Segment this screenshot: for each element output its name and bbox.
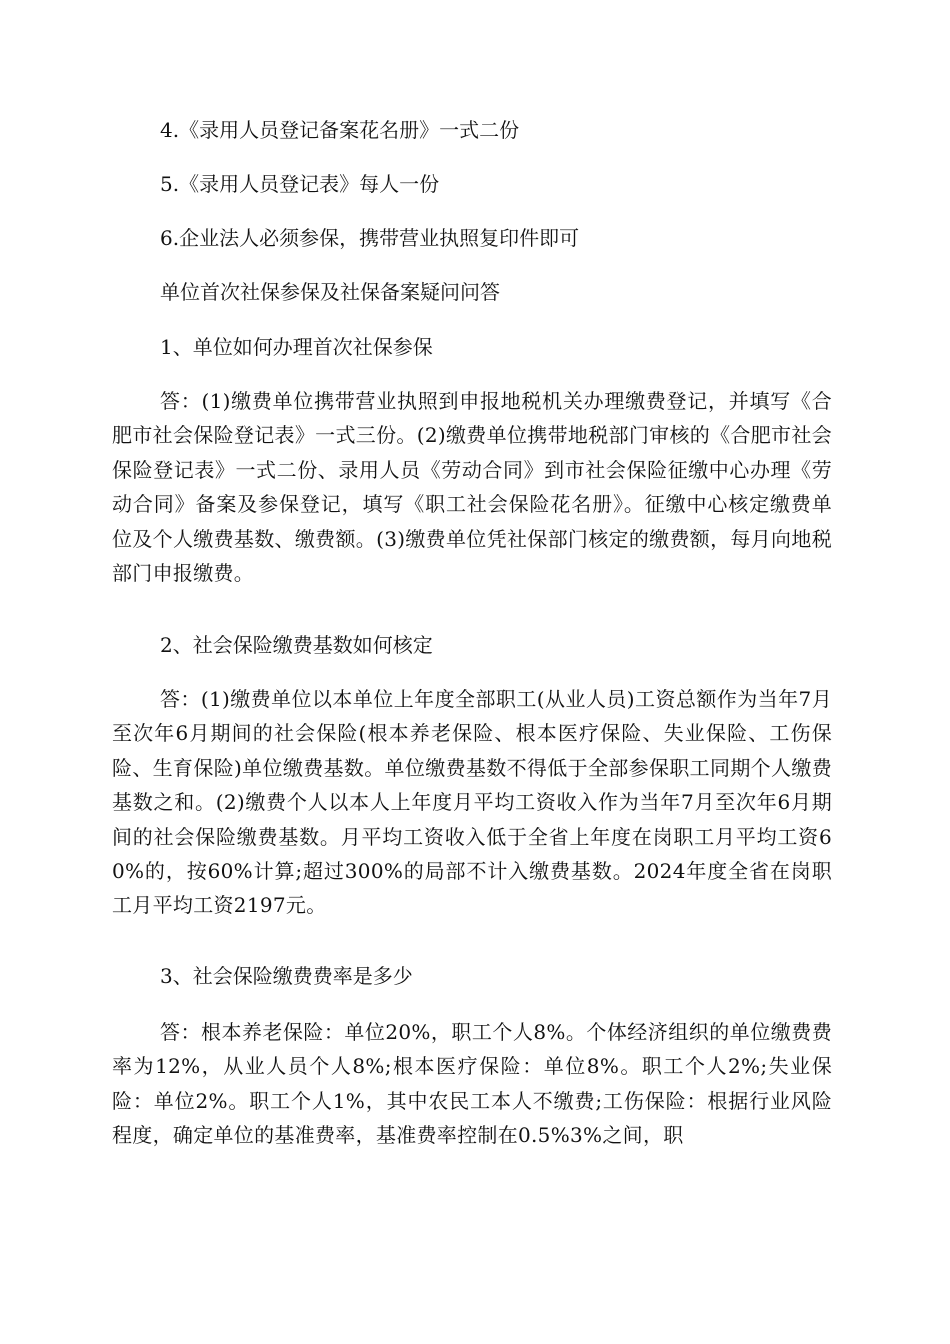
list-item: 4.《录用人员登记备案花名册》一式二份 (160, 118, 520, 142)
list-item: 5.《录用人员登记表》每人一份 (160, 172, 440, 196)
question-heading: 2、社会保险缴费基数如何核定 (160, 633, 433, 657)
question-heading: 3、社会保险缴费费率是多少 (160, 964, 413, 988)
section-title: 单位首次社保参保及社保备案疑问问答 (160, 280, 500, 304)
answer-paragraph: 答：(1)缴费单位携带营业执照到申报地税机关办理缴费登记，并填写《合肥市社会保险登记表》一式三份。(2)缴费单位携带地税部门审核的《合肥市社会保险登记表》一式二份、录用人员《劳动合同》到市社会保险征缴中心办理《劳动合同》备案及参保登记，填写《职工社会保险花名册》。征缴中心核定缴费单位及个人缴费基数、缴费额。(3)缴费单位凭社保部门核定的缴费额，每月向地税部门申报缴费。 (112, 389, 832, 586)
answer-paragraph: 答：(1)缴费单位以本单位上年度全部职工(从业人员)工资总额作为当年7月至次年6月期间的社会保险(根本养老保险、根本医疗保险、失业保险、工伤保险、生育保险)单位缴费基数。单位缴费基数不得低于全部参保职工同期个人缴费基数之和。(2)缴费个人以本人上年度月平均工资收入作为当年7月至次年6月期间的社会保险缴费基数。月平均工资收入低于全省上年度在岗职工月平均工资60%的，按60%计算;超过300%的局部不计入缴费基数。2024年度全省在岗职工月平均工资2197元。 (112, 687, 832, 918)
answer-paragraph: 答：根本养老保险：单位20%，职工个人8%。个体经济组织的单位缴费费率为12%，从业人员个人8%;根本医疗保险：单位8%。职工个人2%;失业保险：单位2%。职工个人1%，其中农民工本人不缴费;工伤保险：根据行业风险程度，确定单位的基准费率，基准费率控制在0.5%3%之间，职 (112, 1020, 832, 1148)
question-heading: 1、单位如何办理首次社保参保 (160, 335, 433, 359)
list-item: 6.企业法人必须参保，携带营业执照复印件即可 (160, 226, 580, 250)
